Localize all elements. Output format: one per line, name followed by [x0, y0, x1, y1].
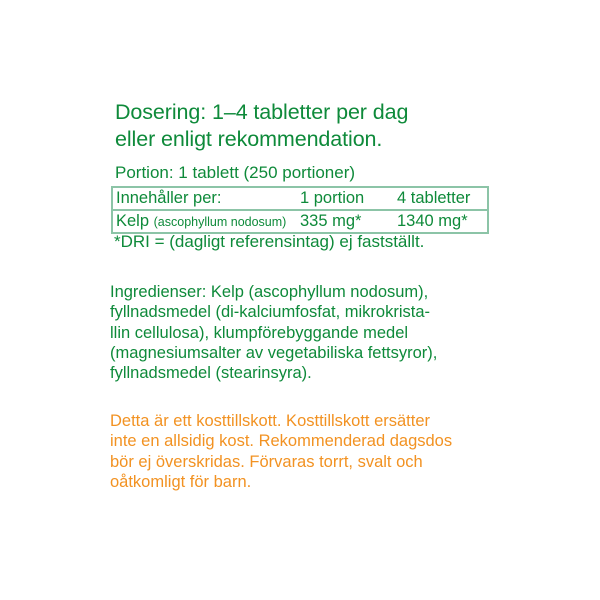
dri-footnote: *DRI = (dagligt referensintag) ej fastställt.	[114, 232, 425, 251]
table-row	[113, 209, 487, 232]
table-header-label: Innehåller per:	[116, 189, 222, 207]
nutrition-table	[111, 186, 489, 234]
ingredients-line: llin cellulosa), klumpförebyggande medel	[110, 323, 409, 342]
ingredients-line: fyllnadsmedel (stearinsyra).	[110, 364, 312, 383]
disclaimer-line: bör ej överskridas. Förvaras torrt, svalt och	[110, 452, 423, 471]
disclaimer	[110, 411, 540, 492]
table-header-col1: 1 portion	[300, 189, 365, 207]
amount-per-portion: 335 mg*	[300, 212, 362, 230]
dosage-instructions	[115, 99, 585, 153]
ingredient-name	[116, 211, 286, 233]
ingredients-line: fyllnadsmedel (di-kalciumfosfat, mikrokrista-	[110, 303, 431, 322]
portion-size: Portion: 1 tablett (250 portioner)	[115, 163, 356, 182]
amount-per-4-tablets: 1340 mg*	[397, 212, 468, 230]
disclaimer-line: oåtkomligt för barn.	[110, 472, 252, 491]
ingredient-label: Kelp	[116, 212, 150, 230]
dosage-line: Dosering: 1–4 tabletter per dag	[115, 100, 409, 124]
disclaimer-line: inte en allsidig kost. Rekommenderad dagsdos	[110, 432, 453, 451]
ingredients-line: (magnesiumsalter av vegetabiliska fettsyror),	[110, 343, 438, 362]
disclaimer-line: Detta är ett kosttillskott. Kosttillskott ersätter	[110, 412, 431, 430]
ingredient-latin-name: (ascophyllum nodosum)	[153, 215, 287, 229]
dosage-line: eller enligt rekommendation.	[115, 127, 383, 151]
table-header-col2: 4 tabletter	[397, 189, 471, 207]
ingredients-list	[110, 282, 540, 383]
table-header-row	[113, 188, 487, 209]
ingredients-line: Ingredienser: Kelp (ascophyllum nodosum),	[110, 283, 429, 301]
